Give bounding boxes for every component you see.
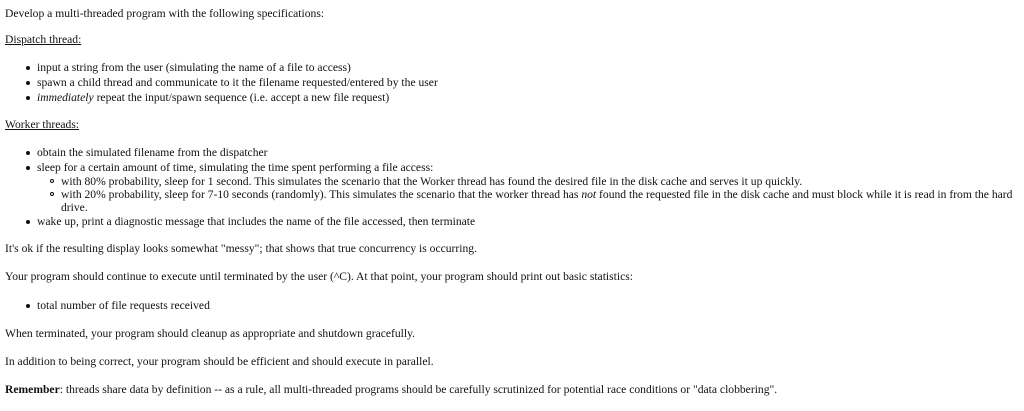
list-item: spawn a child thread and communicate to it the filename requested/entered by the user (27, 75, 1020, 90)
sublist-item: with 80% probability, sleep for 1 second. This simulates the scenario that the Worker thread has found the desired file in the disk cache and serves it up quickly. (51, 175, 1020, 188)
sublist-item-text: found the requested file in the disk cache and must block while it is read in from the hard drive. (61, 188, 1013, 214)
probability-sublist (37, 175, 1020, 214)
list-item (27, 90, 1020, 105)
list-item-text: repeat the input/spawn sequence (i.e. accept a new file request) (93, 91, 390, 104)
worker-list (5, 145, 1020, 229)
sublist-item-text: with 20% probability, sleep for 7-10 seconds (randomly). This simulates the scenario that the worker thread has (61, 188, 582, 201)
list-item: total number of file requests received (27, 298, 1020, 313)
list-item: input a string from the user (simulating the name of a file to access) (27, 60, 1020, 75)
dispatch-heading: Dispatch thread: (5, 33, 82, 46)
worker-heading: Worker threads: (5, 118, 80, 131)
list-item: wake up, print a diagnostic message that includes the name of the file accessed, then terminate (27, 214, 1020, 229)
cleanup-note: When terminated, your program should cleanup as appropriate and shutdown gracefully. (5, 327, 416, 340)
list-item: obtain the simulated filename from the dispatcher (27, 145, 1020, 160)
remember-text: : threads share data by definition -- as a rule, all multi-threaded programs should be carefully scrutinized for potential race conditions or "data clobbering". (59, 383, 778, 396)
intro-text: Develop a multi-threaded program with the following specifications: (5, 7, 325, 20)
efficiency-note: In addition to being correct, your program should be efficient and should execute in parallel. (5, 355, 434, 368)
stats-list (5, 298, 1020, 313)
sublist-item (51, 188, 1020, 214)
list-item-text: sleep for a certain amount of time, simulating the time spent performing a file access: (37, 161, 434, 174)
continue-note: Your program should continue to execute until terminated by the user (^C). At that point, your program should print out basic statistics: (5, 270, 633, 283)
list-item (27, 160, 1020, 214)
assignment-document (5, 7, 1020, 397)
messy-note: It's ok if the resulting display looks somewhat "messy"; that shows that true concurrency is occurring. (5, 242, 477, 255)
emphasis-immediately: immediately (37, 91, 94, 104)
dispatch-list (5, 60, 1020, 105)
remember-note (5, 383, 1020, 397)
remember-label: Remember (5, 383, 60, 396)
emphasis-not: not (581, 188, 597, 201)
